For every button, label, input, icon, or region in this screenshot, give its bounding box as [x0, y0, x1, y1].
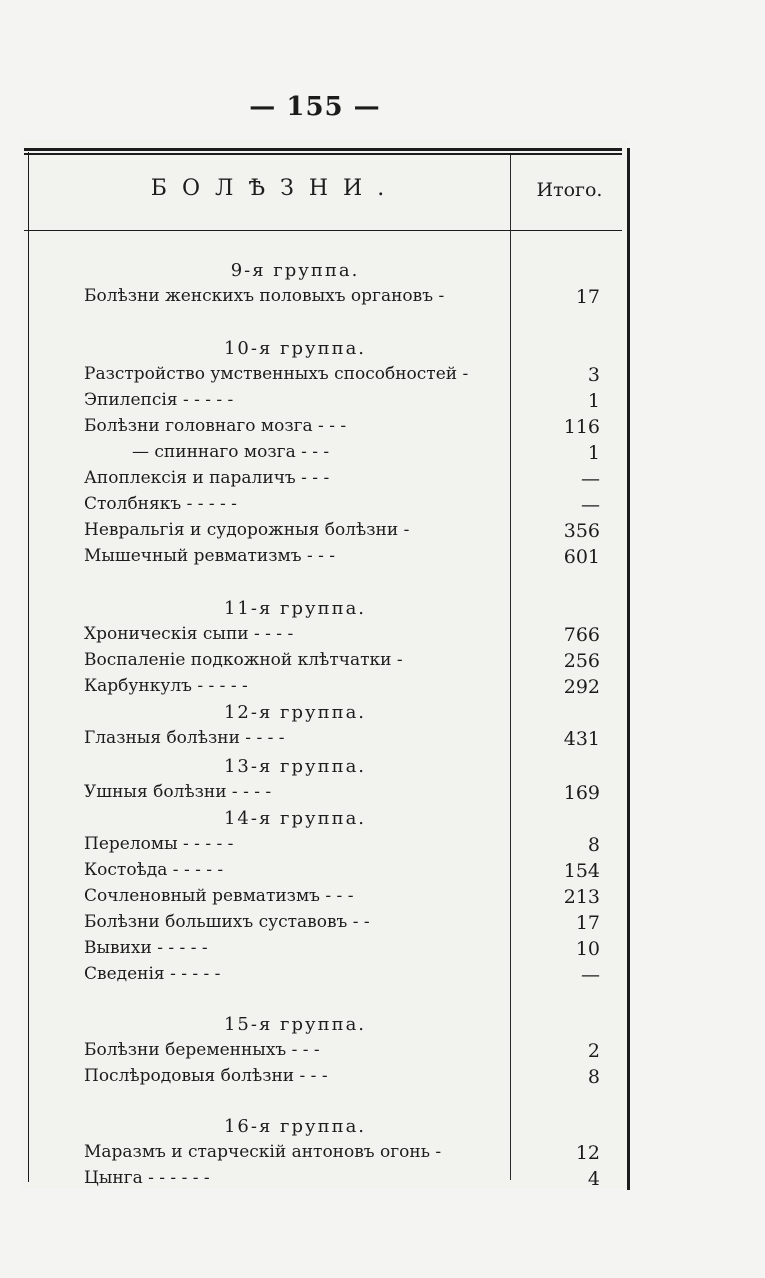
total-value: 169: [563, 782, 600, 804]
group-heading: 10-я группа.: [223, 338, 367, 359]
disease-label: Хроническія сыпи - - - -: [84, 624, 294, 644]
table-row: [0, 364, 765, 392]
table-row: [0, 494, 765, 522]
total-value: 12: [575, 1142, 600, 1164]
table-row: [0, 728, 765, 756]
group-heading: 11-я группа.: [223, 598, 367, 619]
disease-label: Болѣзни головнаго мозга - - -: [84, 416, 347, 436]
disease-label: Мышечный ревматизмъ - - -: [84, 546, 335, 566]
group-heading-row: [0, 598, 765, 626]
column-header-diseases: БОЛѢЗНИ.: [150, 176, 400, 201]
table-row: [0, 1066, 765, 1094]
disease-label: Разстройство умственныхъ способностей -: [84, 364, 469, 384]
group-heading: 9-я группа.: [230, 260, 360, 281]
total-value: 3: [587, 364, 600, 386]
total-value: —: [581, 468, 600, 490]
total-value: 10: [575, 938, 600, 960]
total-value: 154: [563, 860, 600, 882]
column-header-total: Итого.: [536, 179, 603, 201]
page-number: — 155 —: [249, 92, 381, 122]
total-value: 601: [563, 546, 600, 568]
total-value: 4: [587, 1168, 600, 1190]
group-heading-row: [0, 702, 765, 730]
disease-label: — спиннаго мозга - - -: [132, 442, 330, 462]
disease-label: Эпилепсія - - - - -: [84, 390, 234, 410]
group-heading-row: [0, 1116, 765, 1144]
total-value: 17: [575, 912, 600, 934]
disease-label: Переломы - - - - -: [84, 834, 234, 854]
disease-label: Невральгія и судорожныя болѣзни -: [84, 520, 410, 540]
group-heading: 12-я группа.: [223, 702, 367, 723]
disease-label: Маразмъ и старческій антоновъ огонь -: [84, 1142, 442, 1162]
table-row: [0, 782, 765, 810]
group-heading-row: [0, 808, 765, 836]
disease-label: Воспаленіе подкожной клѣтчатки -: [84, 650, 403, 670]
total-value: 292: [563, 676, 600, 698]
table-row: [0, 886, 765, 914]
table-row: [0, 860, 765, 888]
disease-label: Сведенія - - - - -: [84, 964, 221, 984]
table-row: [0, 624, 765, 652]
disease-label: Цынга - - - - - -: [84, 1168, 210, 1188]
total-value: 8: [587, 834, 600, 856]
table-row: [0, 964, 765, 992]
group-heading-row: [0, 1014, 765, 1042]
total-value: 116: [563, 416, 600, 438]
group-heading-row: [0, 260, 765, 288]
group-heading: 14-я группа.: [223, 808, 367, 829]
total-value: —: [581, 494, 600, 516]
total-value: 766: [563, 624, 600, 646]
table-row: [0, 650, 765, 678]
table-row: [0, 938, 765, 966]
group-heading-row: [0, 338, 765, 366]
group-heading: 15-я группа.: [223, 1014, 367, 1035]
table-row: [0, 834, 765, 862]
table-row: [0, 468, 765, 496]
total-value: 1: [587, 390, 600, 412]
table-row: [0, 1142, 765, 1170]
group-heading: 16-я группа.: [223, 1116, 367, 1137]
disease-label: Карбункулъ - - - - -: [84, 676, 248, 696]
disease-label: Болѣзни женскихъ половыхъ органовъ -: [84, 286, 445, 306]
group-heading-row: [0, 756, 765, 784]
table-row: [0, 546, 765, 574]
table-row: [0, 912, 765, 940]
disease-label: Апоплексія и параличъ - - -: [84, 468, 330, 488]
total-value: 256: [563, 650, 600, 672]
total-value: 213: [563, 886, 600, 908]
table-row: [0, 520, 765, 548]
disease-label: Вывихи - - - - -: [84, 938, 208, 958]
total-value: 356: [563, 520, 600, 542]
disease-label: Ушныя болѣзни - - - -: [84, 782, 272, 802]
table-row: [0, 1040, 765, 1068]
disease-label: Костоѣда - - - - -: [84, 860, 224, 880]
total-value: 17: [575, 286, 600, 308]
disease-label: Болѣзни большихъ суставовъ - -: [84, 912, 370, 932]
disease-label: Послѣродовыя болѣзни - - -: [84, 1066, 328, 1086]
total-value: 8: [587, 1066, 600, 1088]
table-row: [0, 416, 765, 444]
table-row: [0, 286, 765, 314]
disease-label: Глазныя болѣзни - - - -: [84, 728, 285, 748]
disease-label: Болѣзни беременныхъ - - -: [84, 1040, 320, 1060]
table-row: [0, 442, 765, 470]
total-value: 431: [563, 728, 600, 750]
disease-label: Сочленовный ревматизмъ - - -: [84, 886, 354, 906]
total-value: —: [581, 964, 600, 986]
table-row: [0, 390, 765, 418]
table-row: [0, 1168, 765, 1196]
disease-label: Столбнякъ - - - - -: [84, 494, 237, 514]
group-heading: 13-я группа.: [223, 756, 367, 777]
total-value: 1: [587, 442, 600, 464]
total-value: 2: [587, 1040, 600, 1062]
table-row: [0, 676, 765, 704]
